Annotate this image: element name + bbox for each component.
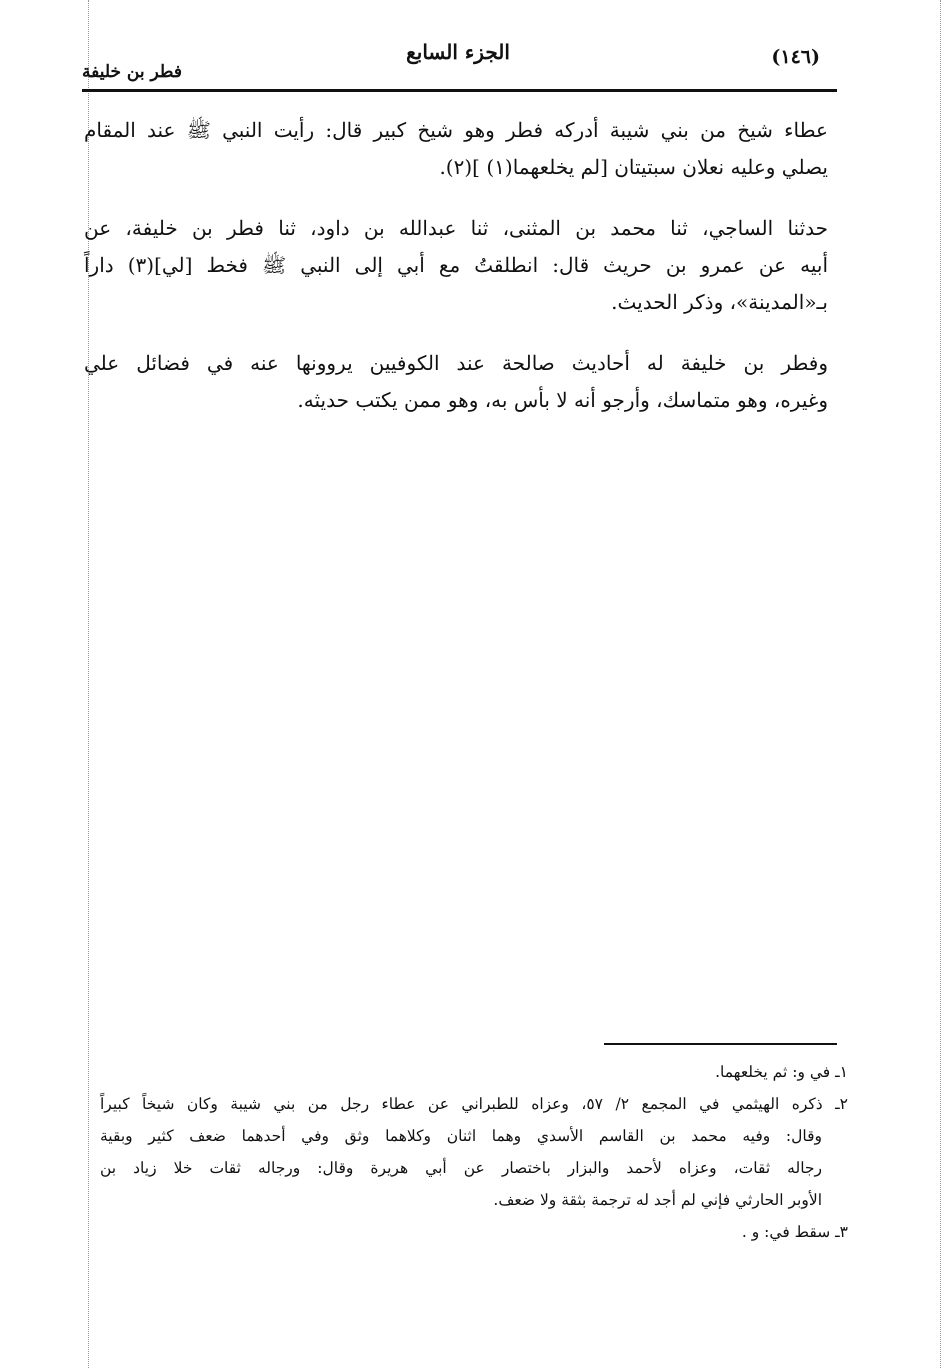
footnote-line: ١ـ في و: ثم يخلعهما. [715,1063,848,1081]
footnotes [100,1056,848,1248]
footnote-line: ٣ـ سقط في: و . [741,1223,848,1241]
paragraph-1 [84,112,828,186]
paragraph-3 [84,345,828,419]
main-text [84,112,828,443]
footnote-line: الأوبر الحارثي فإني لم أجد له ترجمة بثقة ولا ضعف. [493,1191,822,1209]
entry-name: فطر بن خليفة [82,62,182,82]
footnote-line: وقال: وفيه محمد بن القاسم الأسدي وهما اثنان وكلاهما وثق وفي أحدهما ضعف كثير وبقية [100,1127,822,1145]
text-line: يصلي وعليه نعلان سبتيتان [لم يخلعهما(١) ](٢). [439,155,828,179]
footnote-rule [604,1043,837,1045]
part-title: الجزء السابع [406,40,510,64]
footnote-3 [100,1216,848,1248]
footnote-line: رجاله ثقات، وعزاه لأحمد والبزار باختصار عن أبي هريرة وقال: ورجاله ثقات خلا زياد بن [100,1159,822,1177]
text-line: حدثنا الساجي، ثنا محمد بن المثنى، ثنا عبدالله بن داود، ثنا فطر بن خليفة، عن [84,216,828,240]
text-line: عطاء شيخ من بني شيبة أدركه فطر وهو شيخ كبير قال: رأيت النبي ﷺ عند المقام [84,118,828,142]
footnote-line: ٢ـ ذكره الهيثمي في المجمع ٢/ ٥٧، وعزاه للطبراني عن عطاء رجل من بني شيبة وكان شيخاً كبيراً [100,1095,848,1113]
page-header [82,36,834,82]
text-line: بـ«المدينة»، وذكر الحديث. [611,290,828,314]
footnote-2 [100,1088,848,1216]
footnote-1 [100,1056,848,1088]
text-line: وغيره، وهو متماسك، وأرجو أنه لا بأس به، وهو ممن يكتب حديثه. [297,388,828,412]
text-line: أبيه عن عمرو بن حريث قال: انطلقتُ مع أبي إلى النبي ﷺ فخط [لي](٣) داراً [84,253,828,277]
text-line: وفطر بن خليفة له أحاديث صالحة عند الكوفيين يروونها عنه في فضائل علي [84,351,828,375]
paragraph-2 [84,210,828,321]
scan-guide-right [940,0,941,1368]
header-rule [82,89,837,92]
page-number: (١٤٦) [771,46,820,68]
